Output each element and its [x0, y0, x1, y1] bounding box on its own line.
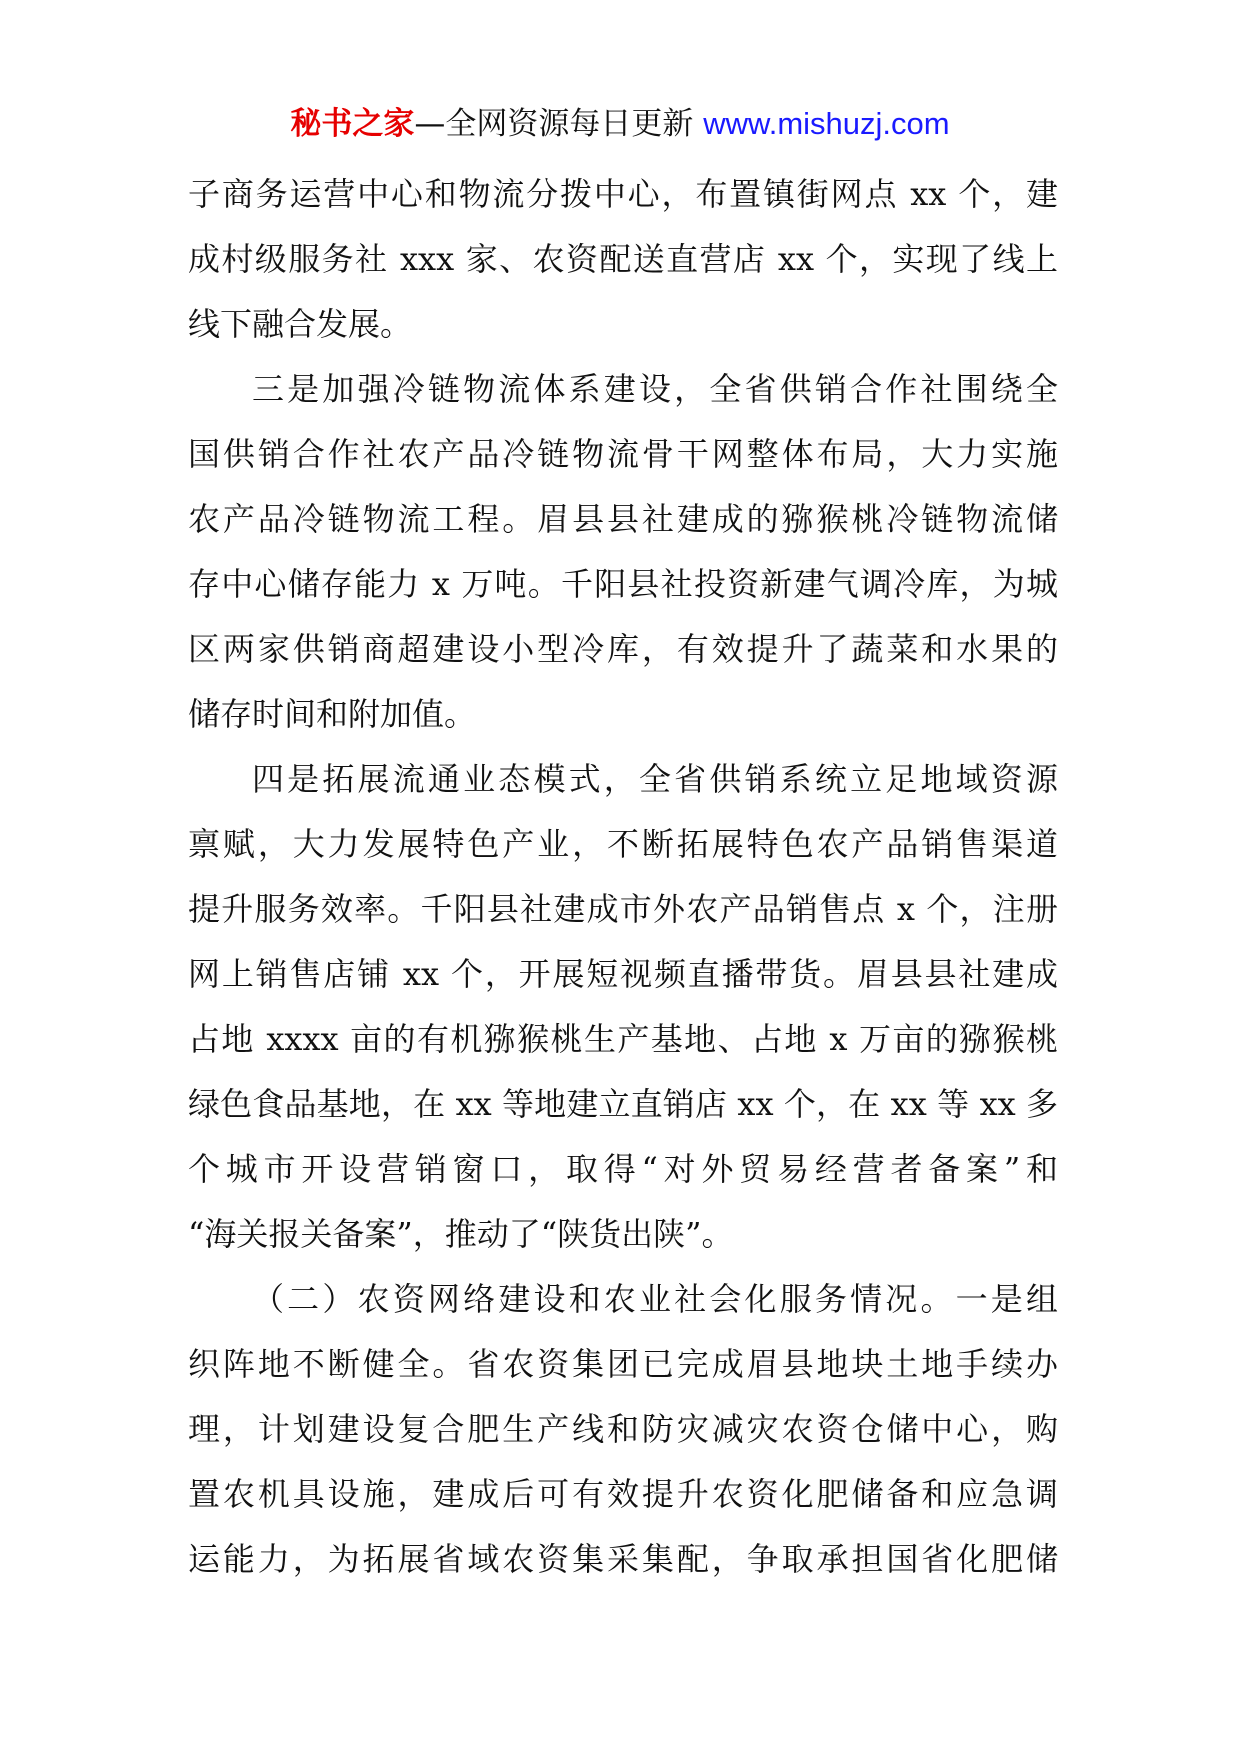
- text-line: 三是加强冷链物流体系建设，全省供销合作社围绕全: [252, 370, 1058, 408]
- text-line: 禀赋，大力发展特色产业，不断拓展特色农产品销售渠道: [188, 825, 1058, 863]
- text-line: 存中心储存能力 x 万吨。千阳县社投资新建气调冷库，为城: [188, 565, 1058, 603]
- text-line: 储存时间和附加值。: [188, 695, 477, 733]
- document-body: [188, 162, 1058, 1592]
- text-line: 织阵地不断健全。省农资集团已完成眉县地块土地手续办: [188, 1345, 1058, 1383]
- text-line: 农产品冷链物流工程。眉县县社建成的猕猴桃冷链物流储: [188, 500, 1058, 538]
- text-line: 个城市开设营销窗口，取得“对外贸易经营者备案”和: [188, 1150, 1058, 1188]
- text-line: 网上销售店铺 xx 个，开展短视频直播带货。眉县县社建成: [188, 955, 1058, 993]
- text-line: 四是拓展流通业态模式，全省供销系统立足地域资源: [252, 760, 1058, 798]
- text-line: 国供销合作社农产品冷链物流骨干网整体布局，大力实施: [188, 435, 1058, 473]
- text-line: 提升服务效率。千阳县社建成市外农产品销售点 x 个，注册: [188, 890, 1058, 928]
- site-url-link[interactable]: www.mishuzj.com: [703, 106, 950, 141]
- text-line: 子商务运营中心和物流分拨中心，布置镇街网点 xx 个，建: [188, 175, 1058, 213]
- text-line: 占地 xxxx 亩的有机猕猴桃生产基地、占地 x 万亩的猕猴桃: [188, 1020, 1058, 1058]
- text-line: 理，计划建设复合肥生产线和防灾减灾农资仓储中心，购: [188, 1410, 1058, 1448]
- text-line: 线下融合发展。: [188, 305, 413, 343]
- text-line: 绿色食品基地，在 xx 等地建立直销店 xx 个，在 xx 等 xx 多: [188, 1085, 1058, 1123]
- text-line: 运能力，为拓展省域农资集采集配，争取承担国省化肥储: [188, 1540, 1058, 1578]
- text-line: 区两家供销商超建设小型冷库，有效提升了蔬菜和水果的: [188, 630, 1058, 668]
- text-line: 成村级服务社 xxx 家、农资配送直营店 xx 个，实现了线上: [188, 240, 1058, 278]
- text-line: “海关报关备案”，推动了“陕货出陕”。: [188, 1215, 734, 1253]
- site-brand: 秘书之家: [290, 106, 415, 142]
- site-tagline: —全网资源每日更新: [414, 106, 694, 142]
- text-line: 置农机具设施，建成后可有效提升农资化肥储备和应急调: [188, 1475, 1058, 1513]
- site-header: [0, 100, 1240, 148]
- text-line: （二）农资网络建设和农业社会化服务情况。一是组: [252, 1280, 1058, 1318]
